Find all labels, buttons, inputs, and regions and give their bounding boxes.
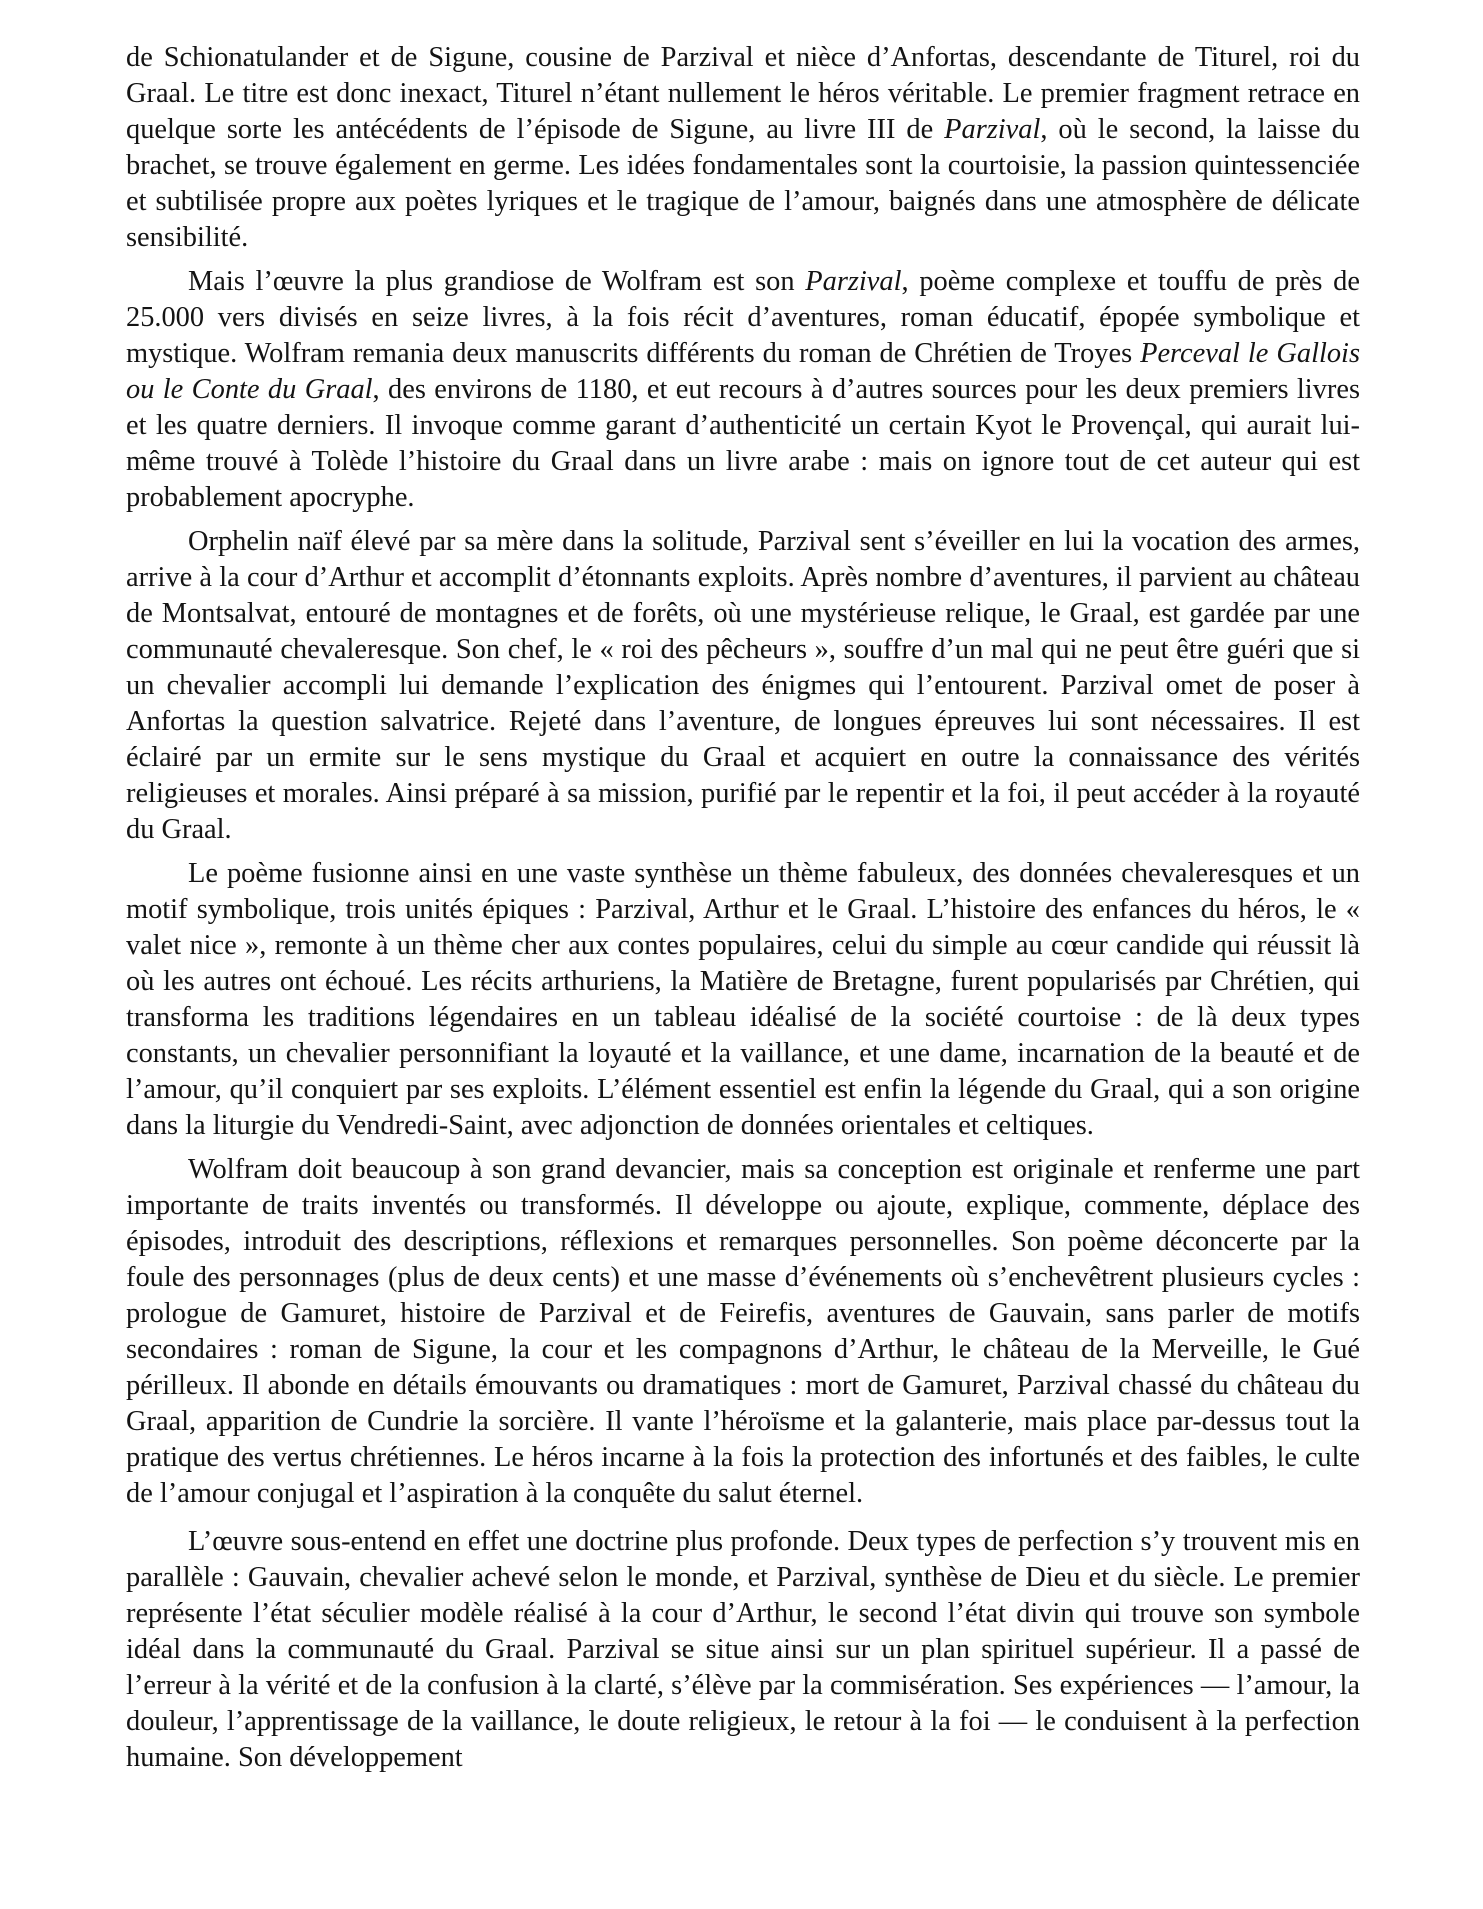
italic-title: Parzival xyxy=(805,266,902,297)
paragraph-titurel xyxy=(126,40,1360,256)
text-run: L’œuvre sous-entend en effet une doctrine plus profonde. Deux types de perfection s’y trouvent mis en parallèle : Gauvain, chevalier achevé selon le monde, et Parzival, synthèse de Dieu et du siècle. Le premier représente l’état séculier modèle réalisé à la cour d’Arthur, le second l’état divin qui trouve son symbole idéal dans la communauté du Graal. Parzival se situe ainsi sur un plan spirituel supérieur. Il a passé de l’erreur à la vérité et de la confusion à la clarté, s’élève par la commisération. Ses expériences — l’amour, la douleur, l’apprentissage de la vaillance, le doute religieux, le retour à la foi — le conduisent à la perfection humaine. Son développement xyxy=(126,1526,1360,1773)
italic-title: Perceval le Gallois ou le Conte du Graal xyxy=(126,338,1360,405)
paragraph-plot-summary xyxy=(126,524,1360,848)
text-run: , des environs de 1180, et eut recours à d’autres sources pour les deux premiers livres et les quatre derniers. Il invoque comme garant d’authenticité un certain Kyot le Provençal, qui aurait lui-même trouvé à Tolède l’histoire du Graal dans un livre arabe : mais on ignore tout de cet auteur qui est probablement apocryphe. xyxy=(126,374,1360,513)
text-run: Orphelin naïf élevé par sa mère dans la solitude, Parzival sent s’éveiller en lui la vocation des armes, arrive à la cour d’Arthur et accomplit d’étonnants exploits. Après nombre d’aventures, il parvient au château de Montsalvat, entouré de montagnes et de forêts, où une mystérieuse relique, le Graal, est gardée par une communauté chevaleresque. Son chef, le « roi des pêcheurs », souffre d’un mal qui ne peut être guéri que si un chevalier accompli lui demande l’explication des énigmes qui l’entourent. Parzival omet de poser à Anfortas la question salvatrice. Rejeté dans l’aventure, de longues épreuves lui sont nécessaires. Il est éclairé par un ermite sur le sens mystique du Graal et acquiert en outre la connaissance des vérités religieuses et morales. Ainsi préparé à sa mission, purifié par le repentir et la foi, il peut accéder à la royauté du Graal. xyxy=(126,526,1360,845)
paragraph-parzival-intro xyxy=(126,264,1360,516)
text-run: Le poème fusionne ainsi en une vaste synthèse un thème fabuleux, des données chevaleresques et un motif symbolique, trois unités épiques : Parzival, Arthur et le Graal. L’histoire des enfances du héros, le « valet nice », remonte à un thème cher aux contes populaires, celui du simple au cœur candide qui réussit là où les autres ont échoué. Les récits arthuriens, la Matière de Bretagne, furent popularisés par Chrétien, qui transforma les traditions légendaires en un tableau idéalisé de la société courtoise : de là deux types constants, un chevalier personnifiant la loyauté et la vaillance, et une dame, incarnation de la beauté et de l’amour, qu’il conquiert par ses exploits. L’élément essentiel est enfin la légende du Graal, qui a son origine dans la liturgie du Vendredi-Saint, avec adjonction de données orientales et celtiques. xyxy=(126,858,1360,1141)
text-run: , poème complexe et touffu de près de 25.000 vers divisés en seize livres, à la fois récit d’aventures, roman éducatif, épopée symbolique et mystique. Wolfram remania deux manuscrits différents du roman de Chrétien de Troyes xyxy=(126,266,1360,369)
paragraph-originality xyxy=(126,1152,1360,1512)
text-run: de Schionatulander et de Sigune, cousine de Parzival et nièce d’Anfortas, descendante de Titurel, roi du Graal. Le titre est donc inexact, Titurel n’étant nullement le héros véritable. Le premier fragment retrace en quelque sorte les antécédents de l’épisode de Sigune, au livre III de xyxy=(126,42,1360,145)
text-run: , où le second, la laisse du brachet, se trouve également en germe. Les idées fondamentales sont la courtoisie, la passion quintessenciée et subtilisée propre aux poètes lyriques et le tragique de l’amour, baignés dans une atmosphère de délicate sensibilité. xyxy=(126,114,1361,253)
text-run: Wolfram doit beaucoup à son grand devancier, mais sa conception est originale et renferme une part importante de traits inventés ou transformés. Il développe ou ajoute, explique, commente, déplace des épisodes, introduit des descriptions, réflexions et remarques personnelles. Son poème déconcerte par la foule des personnages (plus de deux cents) et une masse d’événements où s’enchevêtrent plusieurs cycles : prologue de Gamuret, histoire de Parzival et de Feirefis, aventures de Gauvain, sans parler de motifs secondaires : roman de Sigune, la cour et les compagnons d’Arthur, le château de la Merveille, le Gué périlleux. Il abonde en détails émouvants ou dramatiques : mort de Gamuret, Parzival chassé du château du Graal, apparition de Cundrie la sorcière. Il vante l’héroïsme et la galanterie, mais place par-dessus tout la pratique des vertus chrétiennes. Le héros incarne à la fois la protection des infortunés et des faibles, le culte de l’amour conjugal et l’aspiration à la conquête du salut éternel. xyxy=(126,1154,1360,1509)
document-page xyxy=(126,40,1360,1776)
italic-title: Parzival xyxy=(944,114,1041,145)
paragraph-doctrine xyxy=(126,1524,1360,1776)
text-run: Mais l’œuvre la plus grandiose de Wolfram est son xyxy=(188,266,806,297)
paragraph-synthesis xyxy=(126,856,1360,1144)
